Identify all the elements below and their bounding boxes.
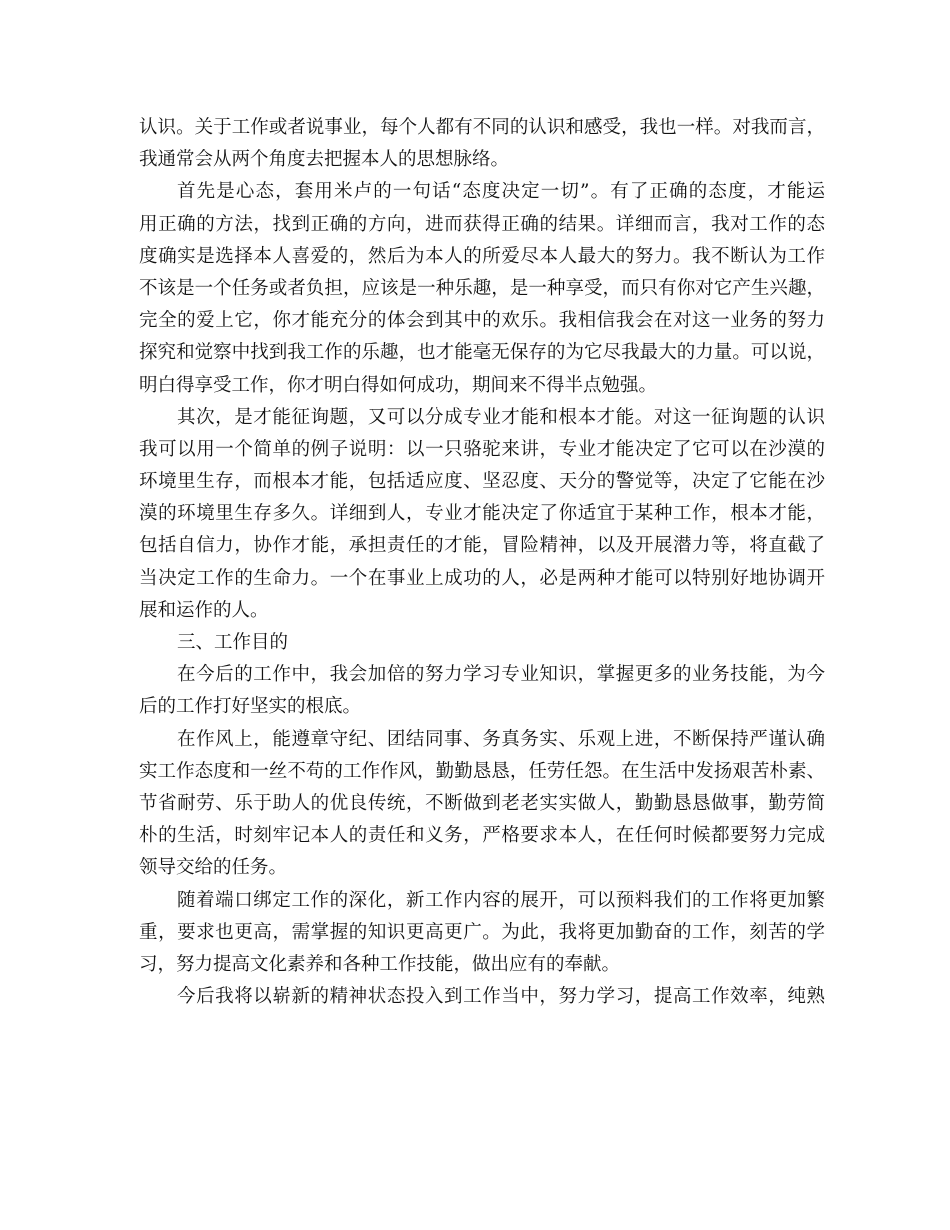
text-line: 包括自信力，协作才能，承担责任的才能，冒险精神，以及开展潜力等，将直截了 bbox=[139, 535, 825, 557]
text-line: 展和运作的人。 bbox=[139, 599, 269, 621]
text-line: 领导交给的任务。 bbox=[139, 857, 288, 879]
paragraph-first-line: 其次，是才能征询题，又可以分成专业才能和根本才能。对这一征询题的认识 bbox=[177, 406, 825, 428]
text-line: 实工作态度和一丝不苟的工作作风，勤勤恳恳，任劳任怨。在生活中发扬艰苦朴素、 bbox=[139, 760, 825, 782]
text-line: 环境里生存，而根本才能，包括适应度、坚忍度、天分的警觉等，决定了它能在沙 bbox=[139, 471, 825, 493]
text-line: 认识。关于工作或者说事业，每个人都有不同的认识和感受，我也一样。对我而言， bbox=[139, 117, 825, 138]
paragraph-first-line: 在今后的工作中，我会加倍的努力学习专业知识，掌握更多的业务技能，为今 bbox=[177, 664, 825, 686]
paragraph-first-line: 今后我将以崭新的精神状态投入到工作当中，努力学习，提高工作效率，纯熟 bbox=[177, 986, 825, 1008]
text-line: 习，努力提高文化素养和各种工作技能，做出应有的奉献。 bbox=[139, 953, 621, 975]
text-line: 明白得享受工作，你才明白得如何成功，期间来不得半点勉强。 bbox=[139, 374, 658, 396]
text-line: 探究和觉察中找到我工作的乐趣，也才能毫无保存的为它尽我最大的力量。可以说， bbox=[139, 342, 825, 364]
document-body bbox=[139, 112, 825, 1013]
section-heading: 三、工作目的 bbox=[177, 632, 289, 653]
paragraph-first-line: 随着端口绑定工作的深化，新工作内容的展开，可以预料我们的工作将更加繁 bbox=[177, 889, 825, 911]
text-line: 朴的生活，时刻牢记本人的责任和义务，严格要求本人，在任何时候都要努力完成 bbox=[139, 825, 825, 847]
paragraph-first-line: 在作风上，能遵章守纪、团结同事、务真务实、乐观上进，不断保持严谨认确 bbox=[177, 728, 825, 750]
text-line: 当决定工作的生命力。一个在事业上成功的人，必是两种才能可以特别好地协调开 bbox=[139, 567, 825, 589]
text-line: 节省耐劳、乐于助人的优良传统，不断做到老老实实做人，勤勤恳恳做事，勤劳简 bbox=[139, 792, 825, 814]
text-line: 完全的爱上它，你才能充分的体会到其中的欢乐。我相信我会在对这一业务的努力 bbox=[139, 310, 825, 332]
paragraph-first-line: 首先是心态，套用米卢的一句话“态度决定一切”。有了正确的态度，才能运 bbox=[177, 181, 825, 203]
text-line: 后的工作打好坚实的根底。 bbox=[139, 696, 362, 718]
text-line: 我通常会从两个角度去把握本人的思想脉络。 bbox=[139, 149, 510, 171]
text-line: 用正确的方法，找到正确的方向，进而获得正确的结果。详细而言，我对工作的态 bbox=[139, 213, 825, 235]
text-line: 不该是一个任务或者负担，应该是一种乐趣，是一种享受，而只有你对它产生兴趣， bbox=[139, 277, 825, 299]
text-line: 重，要求也更高，需掌握的知识更高更广。为此，我将更加勤奋的工作，刻苦的学 bbox=[139, 921, 825, 943]
text-line: 漠的环境里生存多久。详细到人，专业才能决定了你适宜于某种工作，根本才能， bbox=[139, 503, 825, 525]
text-line: 度确实是选择本人喜爱的，然后为本人的所爱尽本人最大的努力。我不断认为工作 bbox=[139, 245, 825, 267]
text-line: 我可以用一个简单的例子说明：以一只骆驼来讲，专业才能决定了它可以在沙漠的 bbox=[139, 438, 825, 460]
